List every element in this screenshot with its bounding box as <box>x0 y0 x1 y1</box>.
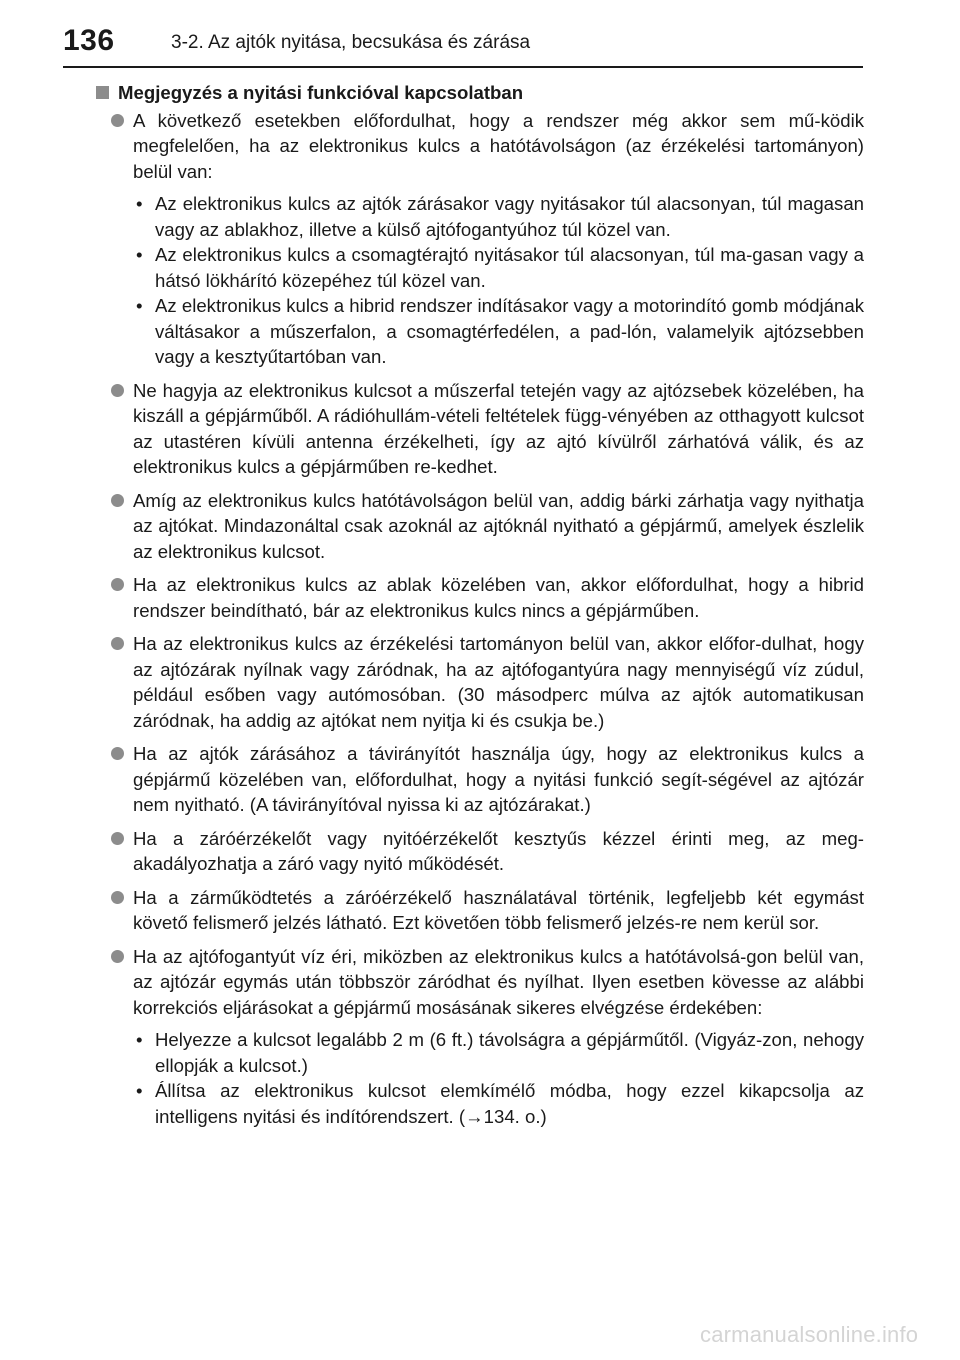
square-bullet-icon <box>96 86 109 99</box>
note-item <box>96 944 864 1130</box>
watermark: carmanualsonline.info <box>700 1322 919 1347</box>
note-item <box>96 741 864 818</box>
sub-list-item-text: Helyezze a kulcsot legalább 2 m (6 ft.) távolságra a gépjárműtől. (Vigyáz-zon, nehogy ellopják a kulcsot.) <box>155 1029 864 1076</box>
page-header <box>63 22 943 62</box>
sub-list <box>133 191 864 370</box>
sub-list-item <box>133 1078 864 1129</box>
round-bullet-icon <box>111 384 124 397</box>
page-content <box>96 80 864 1137</box>
page-number: 136 <box>63 24 115 57</box>
small-bullet-icon: • <box>136 193 143 214</box>
note-item-text: Ha az ajtók zárásához a távirányítót használja úgy, hogy az elektronikus kulcs a gépjármű közelében van, előfordulhat, hogy a nyitási funkció segít-ségével az ajtózár nem nyitható. (A távirányítóval nyissa ki az ajtózárakat.) <box>133 743 864 815</box>
small-bullet-icon: • <box>136 1029 143 1050</box>
note-item-text: Ha az ajtófogantyút víz éri, miközben az elektronikus kulcs a hatótávolsá-gon belül van, az ajtózár egymás után többször záródhat és nyílhat. Ilyen esetben kövesse az alábbi korrekciós eljárásokat a gépjármű mosásának sikeres elvégzése érdekében: <box>133 945 864 1018</box>
note-item <box>96 572 864 623</box>
sub-list-item <box>133 242 864 293</box>
note-item-text: Amíg az elektronikus kulcs hatótávolságon belül van, addig bárki zárhatja vagy nyithatja az ajtókat. Mindazonáltal csak azoknál az ajtóknál nyitható a gépjármű, amelyek észlelik az elektronikus kulcsot. <box>133 489 864 562</box>
sub-list-item-text: Az elektronikus kulcs a csomagtérajtó nyitásakor túl alacsonyan, túl ma-gasan vagy a hátsó lökhárító közepéhez túl közel van. <box>155 244 864 291</box>
sub-list-item-text: Az elektronikus kulcs az ajtók zárásakor vagy nyitásakor túl alacsonyan, túl magasan vagy az ablakhoz, illetve a külső ajtófogantyúhoz túl közel van. <box>155 193 864 240</box>
note-heading-text: Megjegyzés a nyitási funkcióval kapcsolatban <box>118 82 524 103</box>
round-bullet-icon <box>111 891 124 904</box>
sub-list-item <box>133 1027 864 1078</box>
note-item <box>96 108 864 370</box>
sub-list-item <box>133 293 864 370</box>
note-item-text: Ha a zárműködtetés a záróérzékelő használatával történik, legfeljebb két egymást követő felismerő jelzés látható. Ezt követően több felismerő jelzés-re nem kerül sor. <box>133 886 864 933</box>
round-bullet-icon <box>111 114 124 127</box>
round-bullet-icon <box>111 747 124 760</box>
round-bullet-icon <box>111 578 124 591</box>
sub-list-item <box>133 191 864 242</box>
small-bullet-icon: • <box>136 295 143 316</box>
round-bullet-icon <box>111 950 124 963</box>
round-bullet-icon <box>111 494 124 507</box>
round-bullet-icon <box>111 832 124 845</box>
note-item <box>96 826 864 877</box>
note-list <box>96 108 864 1130</box>
sub-list-item-text: Az elektronikus kulcs a hibrid rendszer indításakor vagy a motorindító gomb módjának váltásakor a műszerfalon, a csomagtérfedélen, a pad-lón, valamelyik ajtózsebben vagy a kesztyűtartóban van. <box>155 295 864 367</box>
small-bullet-icon: • <box>136 244 143 265</box>
sub-list-item-text: Állítsa az elektronikus kulcsot elemkímélő módba, hogy ezzel kikapcsolja az intelligens nyitási és indítórendszert. (→134. o.) <box>155 1080 864 1127</box>
note-item <box>96 378 864 480</box>
note-item-text: Ha az elektronikus kulcs az ablak közelében van, akkor előfordulhat, hogy a hibrid rendszer beindítható, bár az elektronikus kulcs nincs a gépjárműben. <box>133 574 864 621</box>
small-bullet-icon: • <box>136 1080 143 1101</box>
note-item-text: Ha a záróérzékelőt vagy nyitóérzékelőt kesztyűs kézzel érinti meg, az meg-akadályozhatja a záró vagy nyitó működését. <box>133 827 864 874</box>
note-item-text: Ha az elektronikus kulcs az érzékelési tartományon belül van, akkor előfor-dulhat, hogy az ajtózárak nyílnak vagy záródnak, ha az ajtófogantyúra nagy mennyiségű víz zúdul, például esőben vagy autómosóban. (30 másodperc múlva az ajtók automatikusan záródnak, ha addig az ajtókat nem nyitja ki és csukja be.) <box>133 633 864 731</box>
sub-list <box>133 1027 864 1129</box>
note-heading <box>96 80 864 106</box>
section-title: 3-2. Az ajtók nyitása, becsukása és zárása <box>171 32 531 53</box>
note-item <box>96 631 864 733</box>
note-item <box>96 885 864 936</box>
note-item-text: A következő esetekben előfordulhat, hogy a rendszer még akkor sem mű-ködik megfelelően, ha az elektronikus kulcs a hatótávolságon (az érzékelési tartományon) belül van: <box>133 109 864 182</box>
note-item <box>96 488 864 565</box>
note-item-text: Ne hagyja az elektronikus kulcsot a műszerfal tetején vagy az ajtózsebek közelében, ha kiszáll a gépjárműből. A rádióhullám-vételi feltételek függ-vényében az otthagyott kulcsot az utastéren kívüli antenna érzékelheti, így az ajtó kívülről zárhatóvá válik, és az elektronikus kulcs a gépjárműben re-kedhet. <box>133 379 864 477</box>
round-bullet-icon <box>111 637 124 650</box>
header-rule <box>63 66 863 68</box>
